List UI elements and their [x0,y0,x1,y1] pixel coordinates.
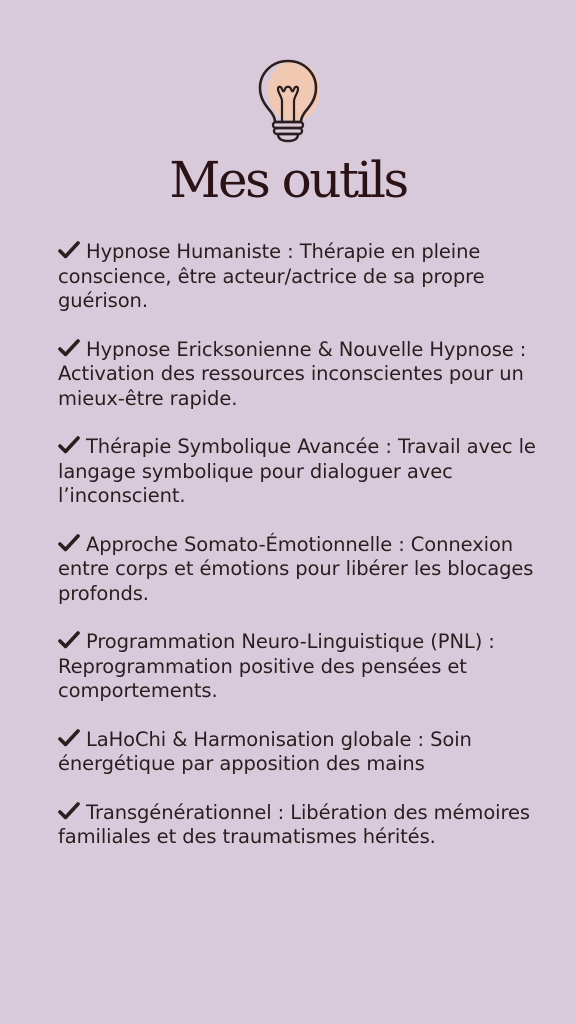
page-title: Mes outils [169,151,407,209]
list-item-text: LaHoChi & Harmonisation globale : Soin énergétique par apposition des mains [58,727,472,775]
list-item-text: Approche Somato-Émotionnelle : Connexion entre corps et émotions pour libérer les blocages profonds. [58,532,534,605]
list-item-text: Programmation Neuro-Linguistique (PNL) : Reprogrammation positive des pensées et comportements. [58,630,495,702]
list-item [58,435,538,509]
list-item-text: Hypnose Humaniste : Thérapie en pleine conscience, être acteur/actrice de sa propre guérison. [58,240,485,312]
list-item-text: Hypnose Ericksonienne & Nouvelle Hypnose : Activation des ressources inconscientes pour un mieux-être rapide. [58,337,527,410]
list-item [58,338,538,412]
lightbulb-icon [252,55,324,145]
list-item [58,630,538,704]
check-icon [58,729,80,747]
list-item [58,240,538,314]
tools-list [58,240,538,874]
check-icon [58,802,80,820]
check-icon [58,241,80,259]
check-icon [58,339,80,357]
list-item-text: Thérapie Symbolique Avancée : Travail avec le langage symbolique pour dialoguer avec l’inconscient. [58,435,536,507]
check-icon [58,534,80,552]
check-icon [58,631,80,649]
check-icon [58,436,80,454]
list-item [58,801,538,850]
list-item-text: Transgénérationnel : Libération des mémoires familiales et des traumatismes hérités. [58,800,530,848]
list-item [58,728,538,777]
list-item [58,533,538,607]
